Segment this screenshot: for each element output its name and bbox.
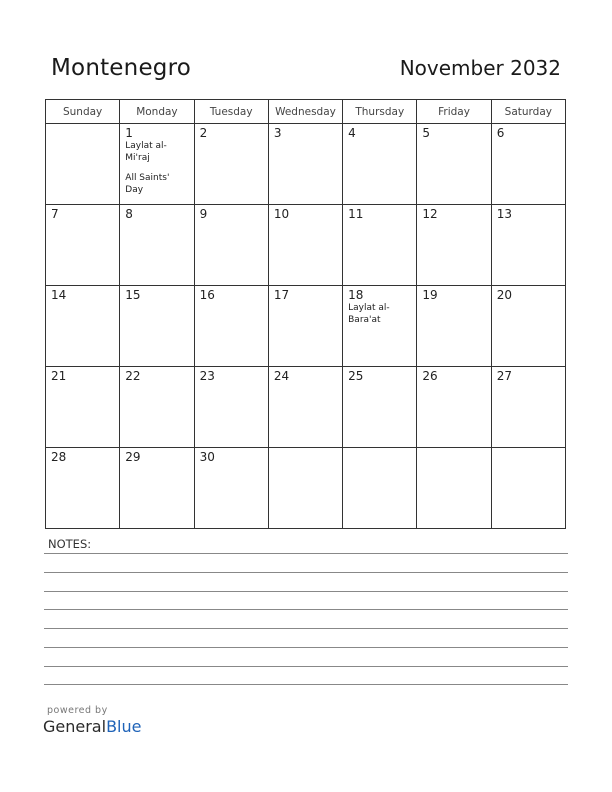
week-row [46,205,566,286]
day-number: 4 [348,126,356,140]
generalblue-logo[interactable] [43,717,141,736]
day-cell [120,286,194,367]
day-cell [417,205,491,286]
day-number: 16 [199,288,215,302]
day-cell [343,205,417,286]
day-number: 8 [125,207,133,221]
day-number: 30 [199,450,215,464]
day-cell [194,124,268,205]
day-number: 25 [348,369,364,383]
notes-line [44,647,568,648]
day-number: 13 [496,207,512,221]
week-row [46,367,566,448]
day-cell [343,367,417,448]
day-number: 26 [422,369,438,383]
day-cell [46,448,120,529]
notes-line [44,609,568,610]
day-cell [46,205,120,286]
weekday-header-row [46,100,566,124]
day-cell [194,448,268,529]
day-number: 12 [422,207,438,221]
day-number: 28 [51,450,67,464]
weekday-thursday: Thursday [343,100,417,124]
holiday-event: Laylat al-Mi'raj [125,141,167,163]
holiday-event: Laylat al-Bara'at [348,303,390,325]
day-cell [491,367,565,448]
brand-general: General [43,717,107,736]
powered-by-text: powered by [47,705,108,716]
day-cell [194,205,268,286]
day-number: 19 [422,288,438,302]
day-cell [491,124,565,205]
calendar-grid [45,99,566,529]
day-number: 22 [125,369,141,383]
day-cell [343,286,417,367]
day-cell [120,448,194,529]
day-number: 2 [199,126,208,140]
day-cell [194,286,268,367]
day-cell [120,367,194,448]
day-cell [268,367,342,448]
weekday-sunday: Sunday [46,100,120,124]
brand-blue: Blue [106,717,142,736]
day-number: 24 [273,369,290,383]
day-cell [417,367,491,448]
day-cell [194,367,268,448]
day-cell [120,205,194,286]
day-cell [268,286,342,367]
day-cell [491,205,565,286]
empty-day-cell [417,448,491,529]
day-number: 7 [51,207,59,221]
week-row [46,286,566,367]
week-row [46,124,566,205]
week-row [46,448,566,529]
day-number: 18 [348,288,364,302]
notes-label: NOTES: [48,537,92,551]
day-number: 10 [273,207,290,221]
notes-line [44,628,568,629]
notes-line [44,666,568,667]
day-number: 3 [273,126,282,140]
day-cell [268,205,342,286]
weekday-friday: Friday [417,100,491,124]
day-number: 14 [51,288,67,302]
day-cell [46,286,120,367]
weekday-tuesday: Tuesday [194,100,268,124]
day-number: 1 [125,126,133,140]
empty-day-cell [343,448,417,529]
day-number: 29 [125,450,141,464]
day-number: 17 [273,288,290,302]
day-cell [417,124,491,205]
day-cell [46,367,120,448]
day-cell [120,124,194,205]
day-number: 21 [51,369,67,383]
day-cell [491,286,565,367]
empty-day-cell [46,124,120,205]
notes-line [44,591,568,592]
day-number: 11 [348,207,364,221]
weekday-monday: Monday [120,100,194,124]
month-year-title: November 2032 [399,56,561,80]
day-number: 6 [496,126,505,140]
day-number: 27 [496,369,512,383]
weekday-wednesday: Wednesday [268,100,342,124]
day-number: 9 [199,207,208,221]
weekday-saturday: Saturday [491,100,565,124]
holiday-event: All Saints' Day [125,173,170,195]
empty-day-cell [491,448,565,529]
notes-line [44,553,568,554]
notes-line [44,572,568,573]
empty-day-cell [268,448,342,529]
day-number: 20 [496,288,512,302]
notes-line [44,684,568,685]
day-cell [343,124,417,205]
day-number: 23 [199,369,215,383]
day-number: 5 [422,126,431,140]
day-cell [417,286,491,367]
day-number: 15 [125,288,141,302]
country-title: Montenegro [51,55,192,81]
day-cell [268,124,342,205]
